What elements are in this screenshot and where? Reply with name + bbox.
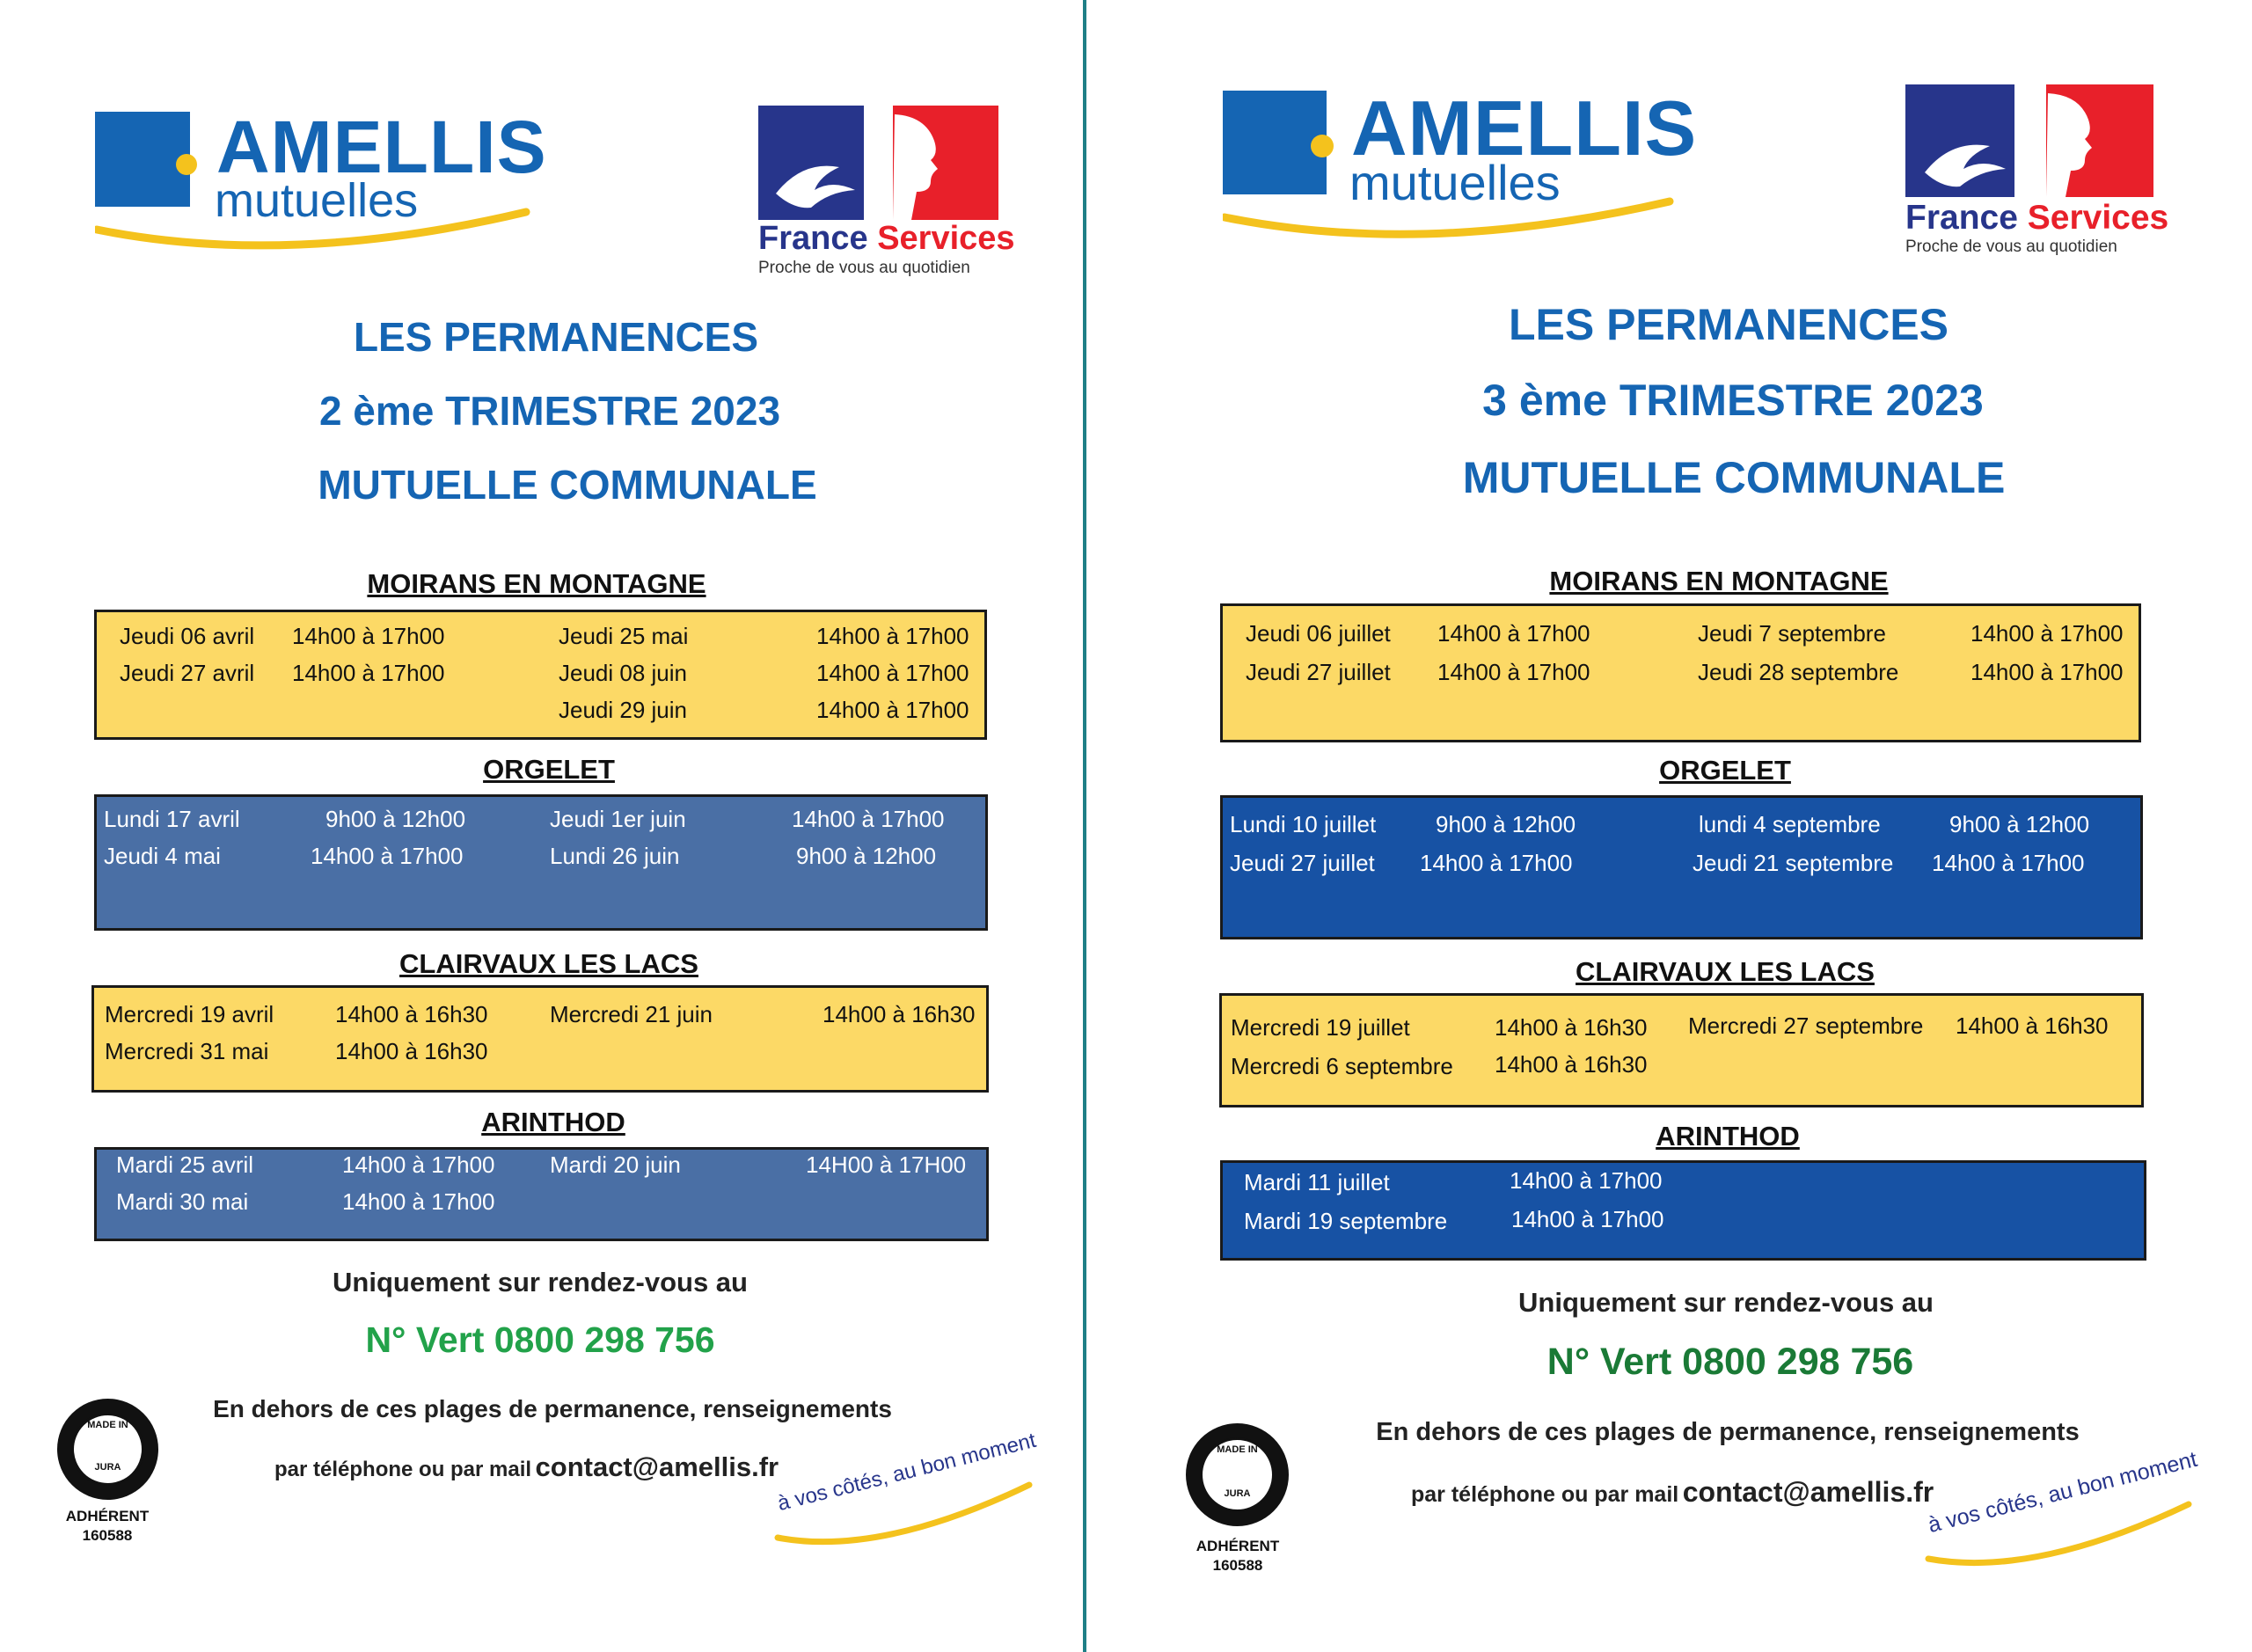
title-line-2: 3 ème TRIMESTRE 2023 <box>1482 376 1984 425</box>
row-date: Mardi 19 septembre <box>1244 1208 1448 1234</box>
page-divider <box>1080 0 1089 1652</box>
amellis-logo-dot <box>176 154 197 175</box>
amellis-brand: AMELLIS <box>216 106 547 188</box>
row-date: Mercredi 27 septembre <box>1688 1012 1924 1039</box>
contact-prefix: par téléphone ou par mail <box>1411 1482 1679 1507</box>
row-hours: 14h00 à 16h30 <box>823 1001 976 1027</box>
section-heading-orgelet: ORGELET <box>1659 755 1791 786</box>
phone-number[interactable]: N° Vert 0800 298 756 <box>365 1319 715 1360</box>
section-heading-orgelet: ORGELET <box>483 754 615 785</box>
outside-hours-note: En dehors de ces plages de permanence, renseignements <box>1376 1418 2080 1446</box>
row-hours: 9h00 à 12h00 <box>325 806 466 832</box>
amellis-sub: mutuelles <box>215 174 419 227</box>
france-services-name: France Services <box>758 220 1015 257</box>
france-services-logo <box>1905 84 2169 260</box>
contact-line <box>274 1451 779 1483</box>
row-hours: 14h00 à 16h30 <box>1495 1014 1648 1041</box>
schedule-box-moirans <box>94 610 987 740</box>
amellis-logo <box>95 106 552 261</box>
slogan <box>1925 1446 2200 1578</box>
section-heading-arinthod: ARINTHOD <box>481 1107 625 1137</box>
appointment-note: Uniquement sur rendez-vous au <box>1518 1287 1934 1318</box>
flyer-q2 <box>0 0 1080 1652</box>
adherent-number: 160588 <box>82 1527 133 1544</box>
made-in-jura-badge <box>53 1399 167 1553</box>
row-date: Mardi 30 mai <box>116 1188 249 1215</box>
marianne-icon <box>1905 84 2153 197</box>
row-hours: 14h00 à 16h30 <box>1956 1012 2109 1039</box>
contact-line <box>1411 1476 1934 1509</box>
row-date: Jeudi 27 juillet <box>1246 659 1391 685</box>
row-hours: 14h00 à 16h30 <box>335 1001 488 1027</box>
row-hours: 14h00 à 16h30 <box>1495 1051 1648 1078</box>
row-hours: 14h00 à 17h00 <box>816 697 969 723</box>
row-hours: 14h00 à 16h30 <box>335 1038 488 1064</box>
badge-text-bottom: JURA <box>94 1462 121 1473</box>
row-hours: 14h00 à 17h00 <box>1437 620 1590 647</box>
appointment-note: Uniquement sur rendez-vous au <box>333 1267 748 1297</box>
row-hours: 9h00 à 12h00 <box>1436 811 1576 837</box>
row-hours: 14h00 à 17h00 <box>1932 850 2085 876</box>
contact-email[interactable]: contact@amellis.fr <box>535 1451 779 1482</box>
section-heading-moirans: MOIRANS EN MONTAGNE <box>367 568 706 599</box>
row-date: Jeudi 29 juin <box>559 697 687 723</box>
row-date: Lundi 17 avril <box>104 806 240 832</box>
row-date: Jeudi 27 juillet <box>1230 850 1375 876</box>
row-date: Jeudi 06 avril <box>120 623 255 649</box>
row-date: Jeudi 4 mai <box>104 843 221 869</box>
row-date: Jeudi 25 mai <box>559 623 689 649</box>
france-services-name: France Services <box>1905 199 2169 237</box>
adherent-label: ADHÉRENT <box>65 1508 150 1524</box>
schedule-box-arinthod <box>94 1147 989 1241</box>
marianne-icon <box>758 106 998 220</box>
row-hours: 14h00 à 17h00 <box>1970 659 2124 685</box>
row-date: Mercredi 31 mai <box>105 1038 269 1064</box>
section-heading-clairvaux: CLAIRVAUX LES LACS <box>399 948 698 979</box>
row-hours: 14h00 à 17h00 <box>1420 850 1573 876</box>
row-date: Mercredi 6 septembre <box>1231 1053 1453 1079</box>
made-in-jura-badge <box>1181 1423 1296 1580</box>
amellis-brand: AMELLIS <box>1351 84 1698 172</box>
row-date: Mercredi 19 avril <box>105 1001 274 1027</box>
slogan-text: à vos côtés, au bon moment <box>1925 1446 2200 1539</box>
row-hours: 9h00 à 12h00 <box>1949 811 2090 837</box>
row-hours: 9h00 à 12h00 <box>796 843 937 869</box>
row-hours: 14h00 à 17h00 <box>816 623 969 649</box>
section-heading-clairvaux: CLAIRVAUX LES LACS <box>1576 956 1875 987</box>
amellis-logo-dot <box>1311 135 1334 157</box>
amellis-sub: mutuelles <box>1349 155 1561 210</box>
schedule-box-clairvaux <box>91 985 989 1093</box>
france-services-tagline: Proche de vous au quotidien <box>1905 238 2117 256</box>
slogan <box>774 1428 1039 1557</box>
badge-text-top: MADE IN <box>1217 1444 1258 1455</box>
adherent-label: ADHÉRENT <box>1195 1538 1280 1554</box>
row-hours: 14h00 à 17h00 <box>816 660 969 686</box>
amellis-logo-square <box>95 112 190 207</box>
slogan-text: à vos côtés, au bon moment <box>775 1428 1039 1517</box>
outside-hours-note: En dehors de ces plages de permanence, renseignements <box>213 1395 892 1422</box>
row-hours: 14h00 à 17h00 <box>292 660 445 686</box>
row-date: Mardi 20 juin <box>550 1151 681 1178</box>
phone-number[interactable]: N° Vert 0800 298 756 <box>1546 1341 1914 1383</box>
row-hours: 14h00 à 17h00 <box>1510 1167 1663 1194</box>
badge-text-top: MADE IN <box>87 1420 128 1430</box>
contact-email[interactable]: contact@amellis.fr <box>1682 1476 1934 1508</box>
row-date: Lundi 10 juillet <box>1230 811 1377 837</box>
schedule-box-moirans <box>1220 603 2141 742</box>
title-line-2: 2 ème TRIMESTRE 2023 <box>318 388 781 434</box>
amellis-logo <box>1223 84 1698 245</box>
amellis-swoosh <box>1223 194 1680 247</box>
france-services-logo <box>758 106 1015 277</box>
schedule-box-orgelet <box>1220 795 2143 939</box>
schedule-box-arinthod <box>1220 1160 2146 1261</box>
row-date: Lundi 26 juin <box>550 843 680 869</box>
row-date: lundi 4 septembre <box>1699 811 1881 837</box>
row-date: Jeudi 28 septembre <box>1698 659 1899 685</box>
contact-prefix: par téléphone ou par mail <box>274 1458 532 1481</box>
amellis-swoosh <box>95 207 535 259</box>
schedule-box-orgelet <box>94 794 988 931</box>
row-date: Jeudi 06 juillet <box>1246 620 1391 647</box>
row-hours: 14h00 à 17h00 <box>342 1151 495 1178</box>
row-hours: 14h00 à 17h00 <box>792 806 945 832</box>
row-hours: 14H00 à 17H00 <box>806 1151 967 1178</box>
title-line-1: LES PERMANENCES <box>353 314 759 360</box>
row-hours: 14h00 à 17h00 <box>311 843 464 869</box>
row-date: Jeudi 27 avril <box>120 660 255 686</box>
section-heading-arinthod: ARINTHOD <box>1656 1121 1800 1151</box>
row-date: Jeudi 7 septembre <box>1698 620 1886 647</box>
row-date: Mercredi 21 juin <box>550 1001 713 1027</box>
row-hours: 14h00 à 17h00 <box>292 623 445 649</box>
title-line-3: MUTUELLE COMMUNALE <box>1462 453 2006 502</box>
france-services-tagline: Proche de vous au quotidien <box>758 259 970 277</box>
adherent-number: 160588 <box>1212 1557 1263 1574</box>
row-hours: 14h00 à 17h00 <box>1511 1206 1664 1232</box>
row-hours: 14h00 à 17h00 <box>1970 620 2124 647</box>
row-date: Mercredi 19 juillet <box>1231 1014 1410 1041</box>
flyer-q3 <box>1089 0 2252 1652</box>
row-date: Jeudi 08 juin <box>559 660 687 686</box>
title-line-1: LES PERMANENCES <box>1508 300 1949 349</box>
row-date: Jeudi 21 septembre <box>1693 850 1894 876</box>
title-line-3: MUTUELLE COMMUNALE <box>318 462 817 508</box>
row-date: Mardi 11 juillet <box>1244 1169 1390 1195</box>
row-hours: 14h00 à 17h00 <box>1437 659 1590 685</box>
row-hours: 14h00 à 17h00 <box>342 1188 495 1215</box>
schedule-box-clairvaux <box>1219 993 2144 1107</box>
section-heading-moirans: MOIRANS EN MONTAGNE <box>1549 566 1889 596</box>
badge-text-bottom: JURA <box>1224 1488 1251 1499</box>
row-date: Mardi 25 avril <box>116 1151 254 1178</box>
row-date: Jeudi 1er juin <box>550 806 686 832</box>
